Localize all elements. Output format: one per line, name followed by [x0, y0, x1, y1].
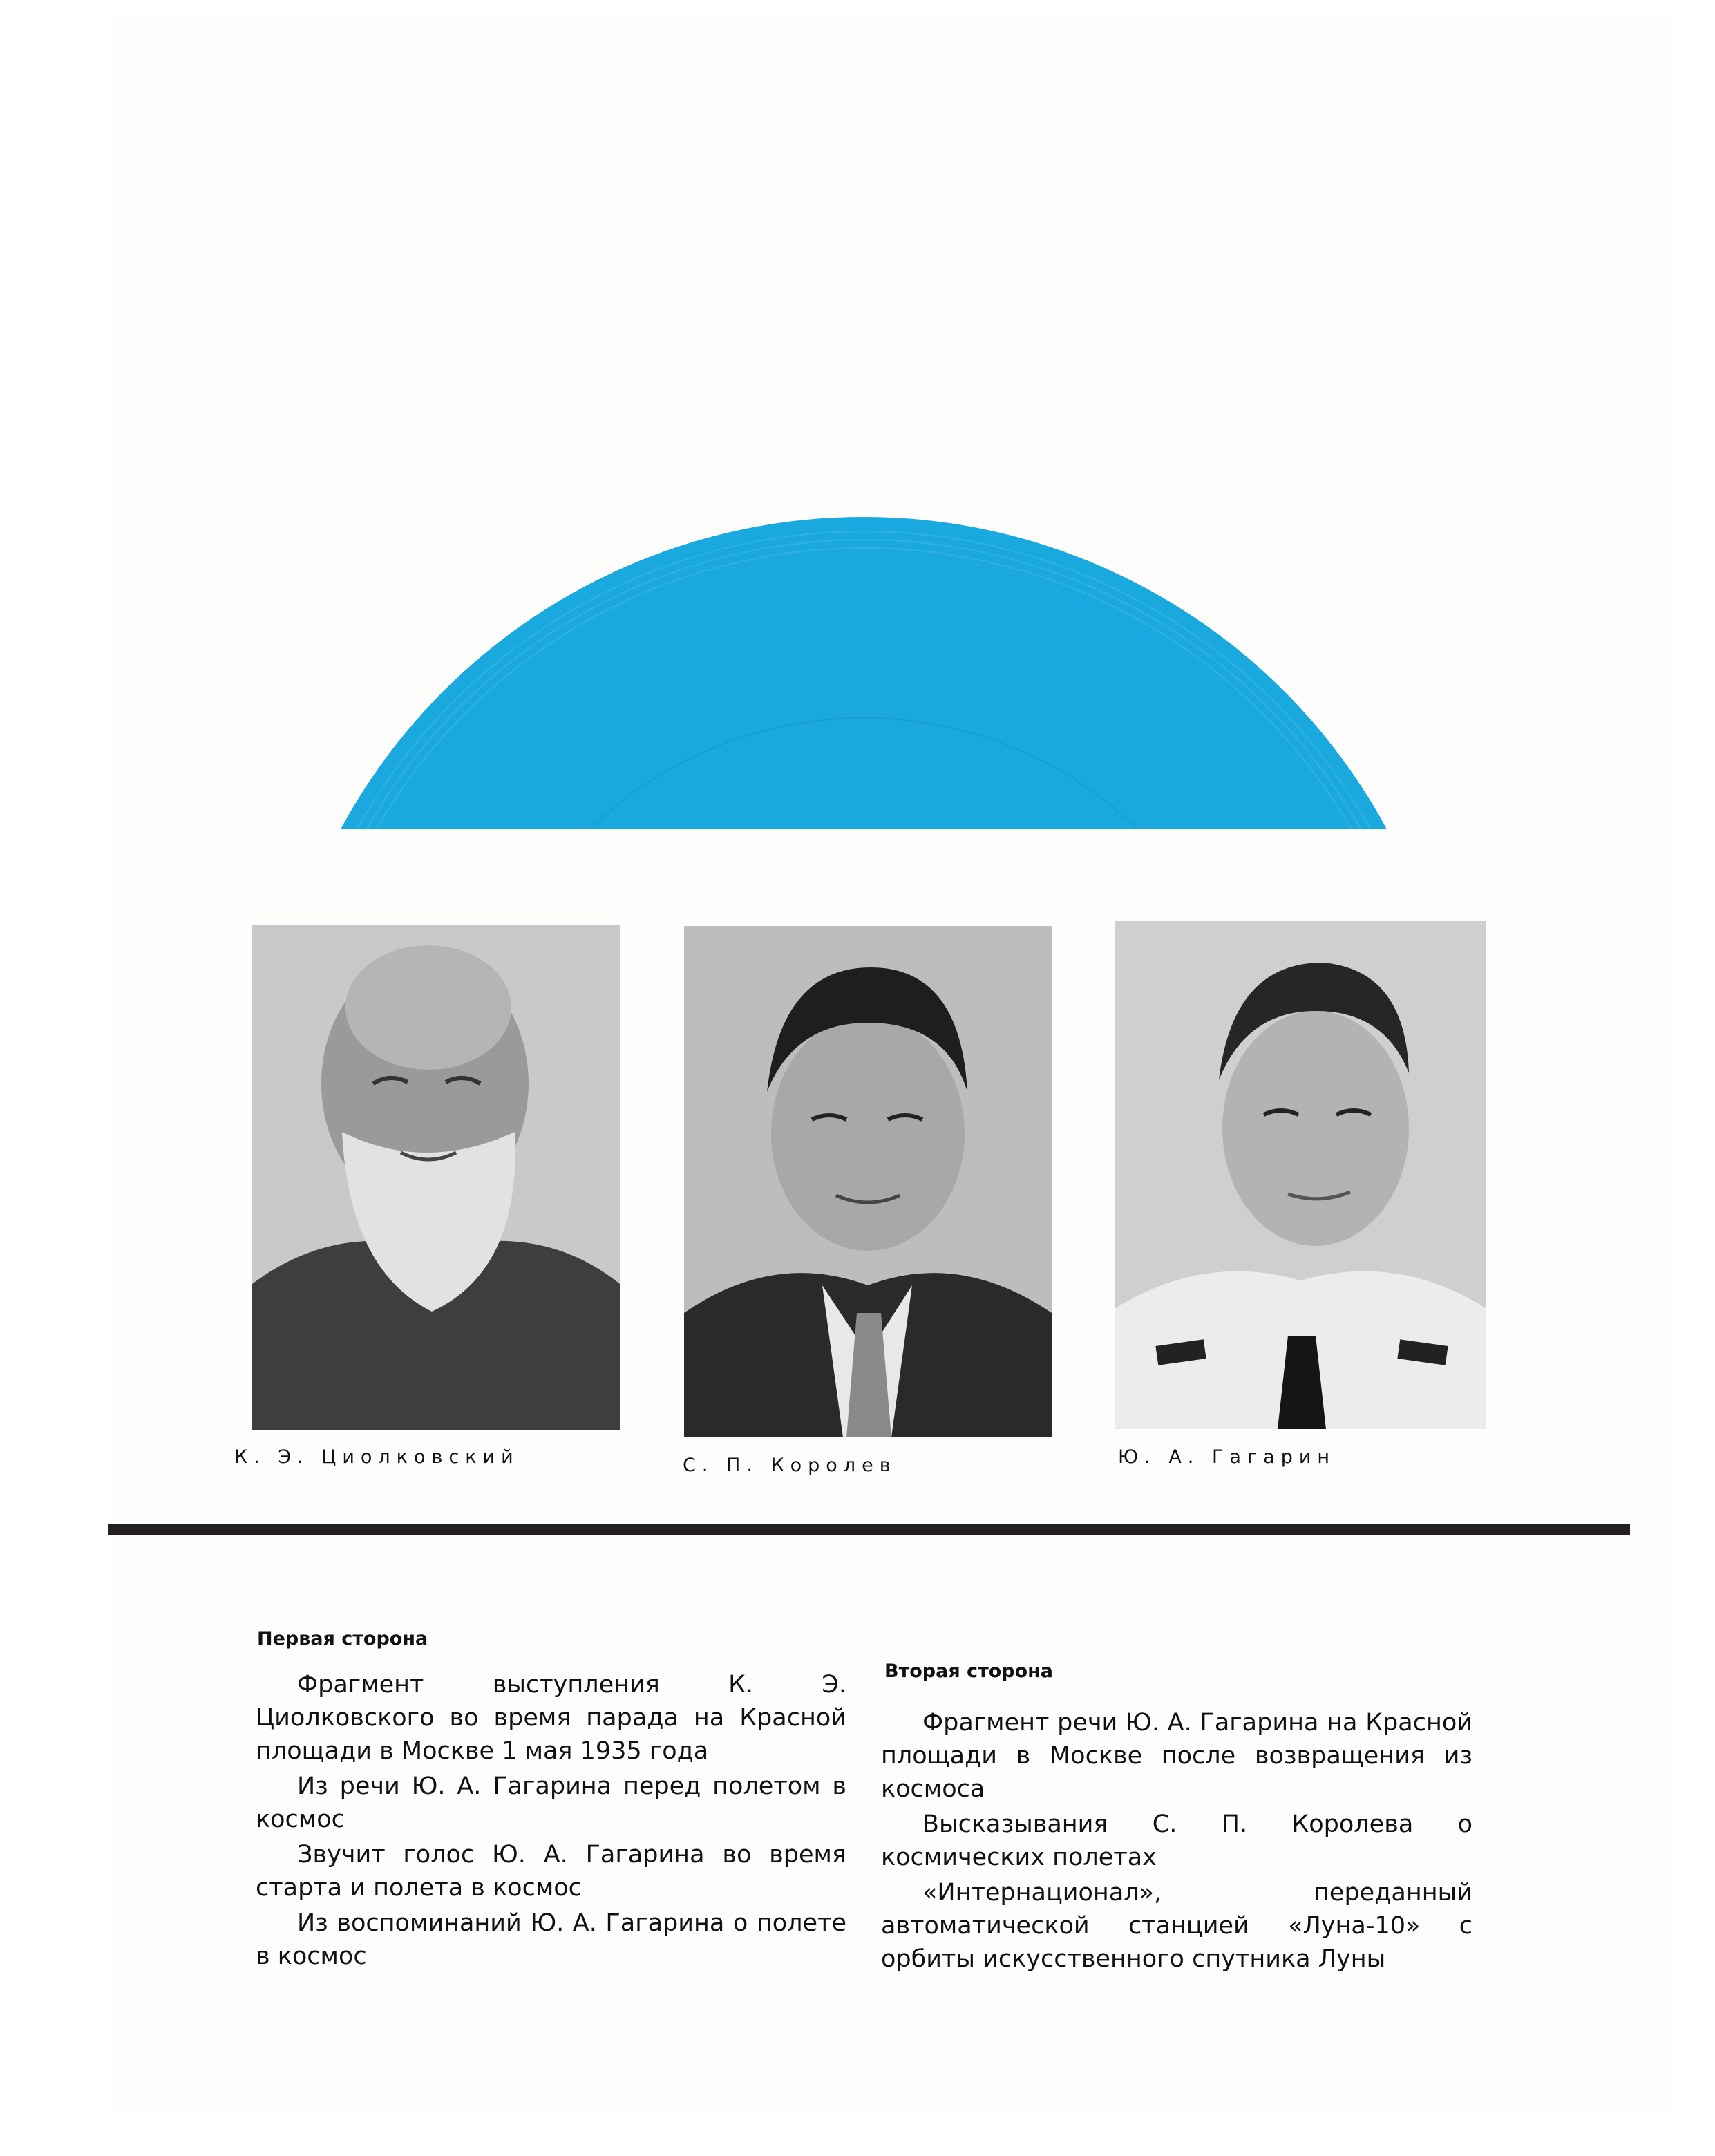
side-two-track-list: [881, 1706, 1472, 1978]
portrait-caption: Ю. А. Гагарин: [1118, 1446, 1336, 1468]
portrait-photo-gagarin: [1115, 921, 1486, 1429]
track-item: Из речи Ю. А. Гагарина перед полетом в космос: [256, 1772, 846, 1833]
portrait-caption: С. П. Королев: [683, 1455, 897, 1476]
portrait-caption: К. Э. Циолковский: [234, 1446, 520, 1468]
track-item: Звучит голос Ю. А. Гагарина во время старта и полета в космос: [256, 1841, 846, 1902]
track-item: Высказывания С. П. Королева о космических полетах: [881, 1810, 1472, 1871]
side-one-track-list: [256, 1668, 846, 1975]
track-item: «Интернационал», переданный автоматической станцией «Луна-10» с орбиты искусственного спутника Луны: [881, 1879, 1472, 1973]
side-two-heading: Вторая сторона: [884, 1661, 1054, 1682]
side-one-heading: Первая сторона: [257, 1628, 428, 1649]
divider-bar: [108, 1524, 1630, 1535]
track-item: Фрагмент речи Ю. А. Гагарина на Красной площади в Москве после возвращения из космоса: [881, 1709, 1472, 1803]
portrait-photo-korolev: [684, 926, 1052, 1437]
track-item: Фрагмент выступления К. Э. Циолковского во время парада на Красной площади в Москве 1 мая 1935 года: [256, 1671, 846, 1765]
disc-surface: [269, 517, 1458, 829]
portrait-photo-tsiolkovsky: [252, 925, 620, 1430]
track-item: Из воспоминаний Ю. А. Гагарина о полете в космос: [256, 1909, 846, 1970]
flexi-disc-record: [269, 517, 1458, 829]
